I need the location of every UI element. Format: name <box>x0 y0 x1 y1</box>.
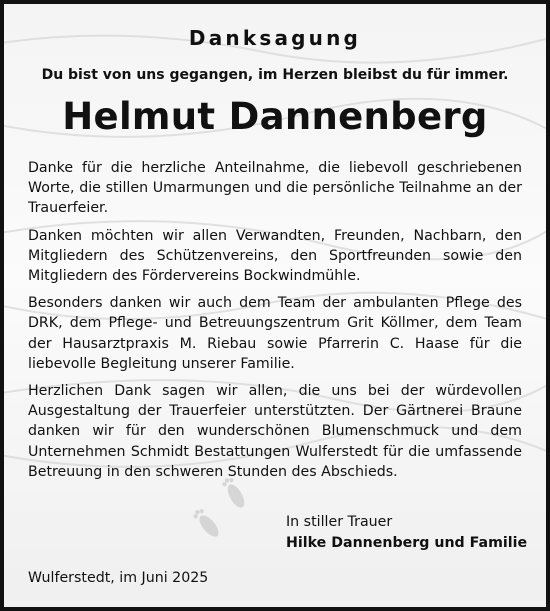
notice-motto: Du bist von uns gegangen, im Herzen bleibst du für immer. <box>41 67 509 83</box>
paragraph-thanks: Danke für die herzliche Anteilnahme, die liebevoll geschriebenen Worte, die stillen Umarmungen und die persönliche Teilnahme an der Trauerfeier. <box>28 160 522 217</box>
signature-intro: In stiller Trauer <box>286 514 393 530</box>
signature-block <box>286 512 528 554</box>
paragraph-care: Besonders danken wir auch dem Team der ambulanten Pflege des DRK, dem Pflege- und Betreuungszentrum Grit Köllmer, dem Team der Hausarztpraxis M. Riebau sowie Pfarrerin C. Haase für die liebevolle Begleitung unserer Familie. <box>28 295 522 372</box>
signature-family: Hilke Dannenberg und Familie <box>286 535 528 551</box>
paragraph-ceremony: Herzlichen Dank sagen wir allen, die uns bei der würdevollen Ausgestaltung der Trauerfeier unterstützten. Der Gärtnerei Braune danken wir für den wunderschönen Blumenschmuck und dem Unternehmen Schmidt Bestattungen Wulferstedt für die umfassende Betreuung in den schweren Stunden des Abschieds. <box>28 383 522 480</box>
paragraph-relatives: Danken möchten wir allen Verwandten, Freunden, Nachbarn, den Mitgliedern des Schützenvereins, den Sportfreunden sowie den Mitgliedern des Fördervereins Bockwindmühle. <box>28 227 522 285</box>
deceased-name: Helmut Dannenberg <box>62 95 488 138</box>
notice-content <box>4 4 546 607</box>
place-date: Wulferstedt, im Juni 2025 <box>28 570 209 586</box>
notice-body <box>28 158 522 489</box>
notice-heading: Danksagung <box>188 26 362 50</box>
